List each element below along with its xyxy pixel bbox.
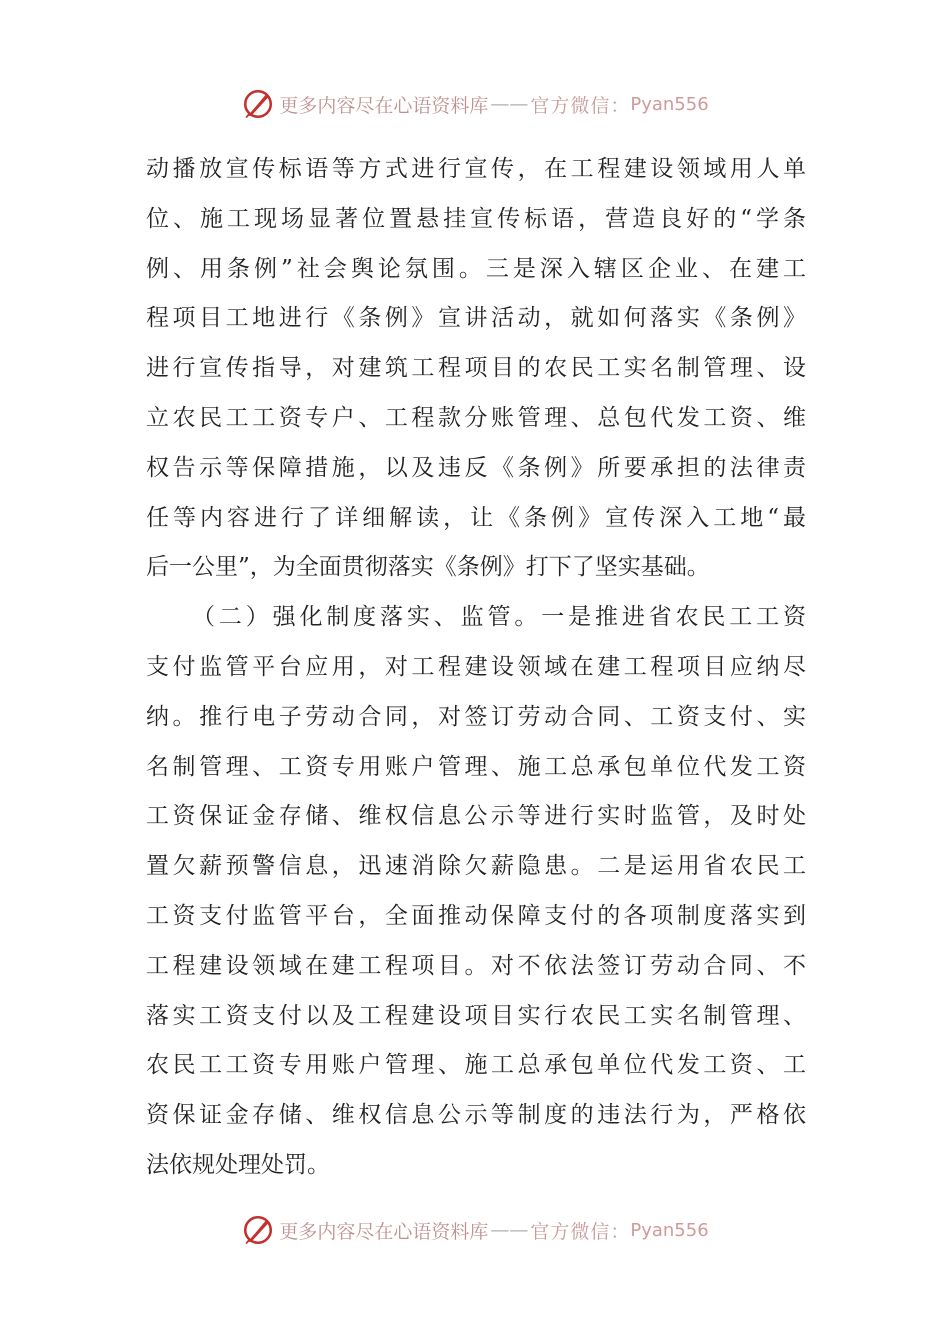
body-line: 后一公里”，为全面贯彻落实《条例》打下了坚实基础。	[146, 554, 710, 581]
body-line: 权告示等保障措施，以及违反《条例》所要承担的法律责	[146, 454, 806, 481]
body-line: 程项目工地进行《条例》宣讲活动，就如何落实《条例》	[146, 305, 806, 332]
body-line: 位、施工现场显著位置悬挂宣传标语，营造良好的“学条	[146, 205, 806, 232]
banner-brand: 更多内容尽在心语资料库	[279, 1220, 489, 1243]
quill-logo-icon	[241, 1213, 275, 1247]
footer-banner	[0, 1210, 950, 1250]
body-line: 立农民工工资专户、工程款分账管理、总包代发工资、维	[146, 404, 806, 431]
document-body	[146, 145, 806, 1191]
body-line: 例、用条例”社会舆论氛围。三是深入辖区企业、在建工	[146, 255, 806, 282]
body-line: 任等内容进行了详细解读，让《条例》宣传深入工地“最	[146, 504, 806, 531]
body-line: 纳。推行电子劳动合同，对签订劳动合同、工资支付、实	[146, 703, 806, 730]
banner-wechat-id: Pyan556	[630, 1219, 709, 1241]
body-line: 资保证金存储、维权信息公示等制度的违法行为，严格依	[146, 1102, 806, 1129]
body-line: 工程建设领域在建工程项目。对不依法签订劳动合同、不	[146, 952, 806, 979]
body-line: 动播放宣传标语等方式进行宣传，在工程建设领域用人单	[146, 156, 806, 182]
banner-separator: ——	[490, 93, 529, 115]
body-line: 落实工资支付以及工程建设项目实行农民工实名制管理、	[146, 1002, 806, 1029]
quill-logo-icon	[241, 87, 275, 121]
banner-wechat-label: 官方微信：	[530, 1220, 631, 1243]
body-line: 进行宣传指导，对建筑工程项目的农民工实名制管理、设	[146, 355, 806, 382]
banner-wechat-id: Pyan556	[630, 93, 709, 115]
body-line: 农民工工资专用账户管理、施工总承包单位代发工资、工	[146, 1052, 806, 1079]
header-banner	[0, 84, 950, 124]
banner-wechat-label: 官方微信：	[530, 94, 631, 117]
section-heading-line: （二）强化制度落实、监管。一是推进省农民工工资	[192, 604, 806, 631]
body-line: 法依规处理处罚。	[146, 1151, 330, 1178]
banner-separator: ——	[490, 1219, 529, 1241]
body-line: 工资支付监管平台，全面推动保障支付的各项制度落实到	[146, 902, 806, 929]
body-line: 置欠薪预警信息，迅速消除欠薪隐患。二是运用省农民工	[146, 853, 806, 880]
body-line: 名制管理、工资专用账户管理、施工总承包单位代发工资	[146, 753, 806, 780]
banner-brand: 更多内容尽在心语资料库	[279, 94, 489, 117]
body-line: 支付监管平台应用，对工程建设领域在建工程项目应纳尽	[146, 653, 806, 680]
body-line: 工资保证金存储、维权信息公示等进行实时监管，及时处	[146, 803, 806, 830]
